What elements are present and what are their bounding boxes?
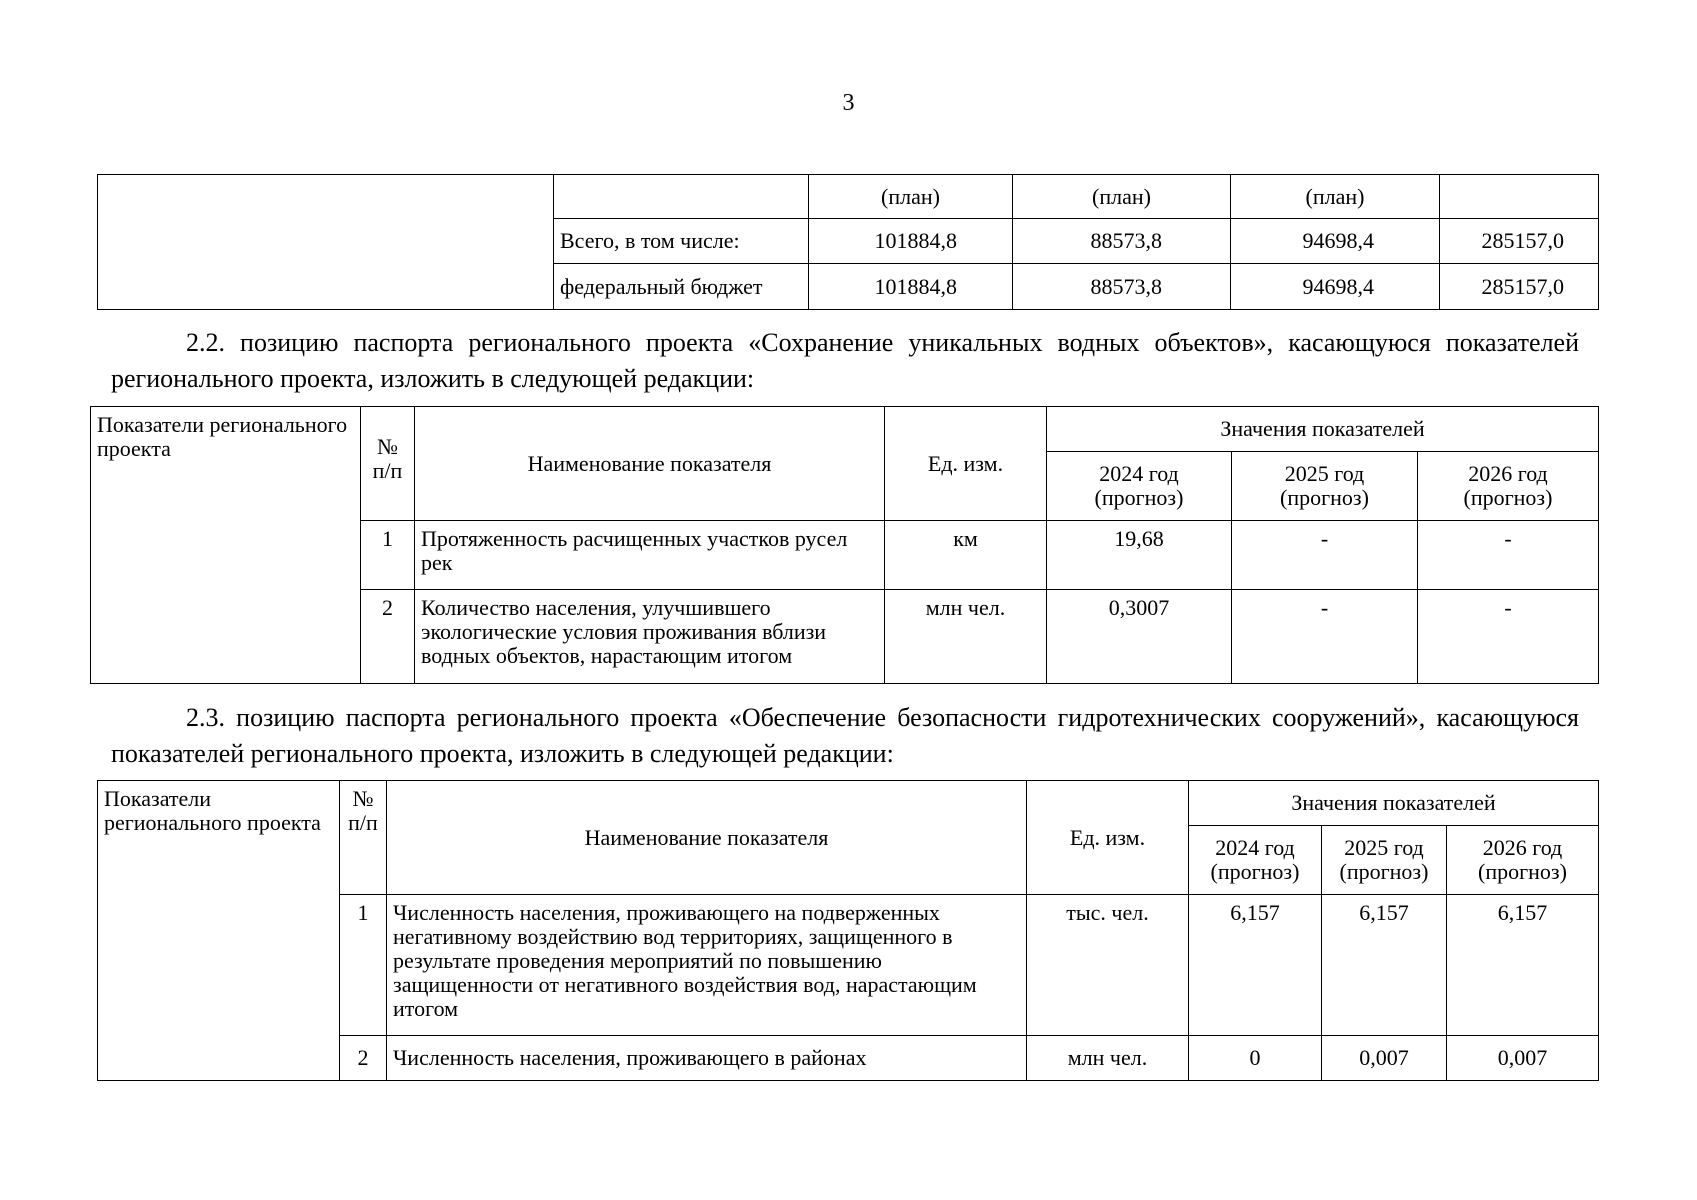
year-header: 2024 год (прогноз) bbox=[1189, 826, 1322, 895]
col-header-project: Показатели регионального проекта bbox=[98, 781, 340, 1081]
indicator-name: Протяженность расчищенных участков русел рек bbox=[415, 521, 885, 590]
year-header: 2026 год (прогноз) bbox=[1447, 826, 1599, 895]
col-header-name: Наименование показателя bbox=[387, 781, 1027, 895]
plan-label: (план) bbox=[809, 175, 1013, 219]
cell-value: 0,3007 bbox=[1047, 590, 1232, 684]
indicators-table-2-3 bbox=[97, 780, 1599, 1081]
cell-value: 19,68 bbox=[1047, 521, 1232, 590]
financing-empty-cell bbox=[98, 175, 554, 310]
table-header-row bbox=[91, 407, 1599, 452]
indicator-unit: млн чел. bbox=[885, 590, 1047, 684]
page-number: 3 bbox=[842, 90, 855, 116]
cell-value: 101884,8 bbox=[809, 264, 1013, 310]
year-header: 2026 год (прогноз) bbox=[1418, 452, 1599, 521]
indicator-unit: тыс. чел. bbox=[1027, 895, 1189, 1036]
table-row bbox=[98, 175, 1599, 219]
cell-value: 88573,8 bbox=[1013, 264, 1231, 310]
row-label: Всего, в том числе: bbox=[554, 219, 809, 264]
indicator-name: Численность населения, проживающего в районах bbox=[387, 1036, 1027, 1081]
row-num: 1 bbox=[340, 895, 387, 1036]
row-num: 2 bbox=[361, 590, 415, 684]
indicator-name: Численность населения, проживающего на подверженных негативному воздействию вод территориях, защищенного в результате проведения мероприятий по повышению защищенности от негативного воздействия вод, нарастающим итогом bbox=[387, 895, 1027, 1036]
cell-value: 94698,4 bbox=[1231, 264, 1440, 310]
section-2-2-paragraph: 2.2. позицию паспорта регионального проекта «Сохранение уникальных водных объектов», касающуюся показателей регионального проекта, изложить в следующей редакции: bbox=[111, 328, 1579, 393]
values-header: Значения показателей bbox=[1047, 407, 1599, 452]
indicator-name: Количество населения, улучшившего экологические условия проживания вблизи водных объектов, нарастающим итогом bbox=[415, 590, 885, 684]
year-header: 2025 год (прогноз) bbox=[1322, 826, 1447, 895]
indicators-table-2-2 bbox=[90, 406, 1599, 684]
cell-value: 6,157 bbox=[1322, 895, 1447, 1036]
financing-table bbox=[97, 174, 1599, 310]
cell-value: - bbox=[1418, 590, 1599, 684]
col-header-unit: Ед. изм. bbox=[885, 407, 1047, 521]
cell-value: 6,157 bbox=[1189, 895, 1322, 1036]
cell-value: - bbox=[1418, 521, 1599, 590]
indicator-unit: млн чел. bbox=[1027, 1036, 1189, 1081]
row-num: 2 bbox=[340, 1036, 387, 1081]
col-header-unit: Ед. изм. bbox=[1027, 781, 1189, 895]
row-num: 1 bbox=[361, 521, 415, 590]
row-label: федеральный бюджет bbox=[554, 264, 809, 310]
cell-value: 285157,0 bbox=[1440, 264, 1599, 310]
cell-value: 285157,0 bbox=[1440, 219, 1599, 264]
cell-value: - bbox=[1232, 521, 1418, 590]
indicator-unit: км bbox=[885, 521, 1047, 590]
cell-value: - bbox=[1232, 590, 1418, 684]
plan-label: (план) bbox=[1231, 175, 1440, 219]
plan-label: (план) bbox=[1013, 175, 1231, 219]
cell-value: 88573,8 bbox=[1013, 219, 1231, 264]
col-header-project: Показатели регионального проекта bbox=[91, 407, 361, 684]
cell-value: 94698,4 bbox=[1231, 219, 1440, 264]
section-2-3-paragraph: 2.3. позицию паспорта регионального проекта «Обеспечение безопасности гидротехнических сооружений», касающуюся показателей регионального проекта, изложить в следующей редакции: bbox=[111, 703, 1579, 768]
cell-value: 101884,8 bbox=[809, 219, 1013, 264]
values-header: Значения показателей bbox=[1189, 781, 1599, 826]
table-header-row bbox=[98, 781, 1599, 826]
cell-value: 0,007 bbox=[1322, 1036, 1447, 1081]
col-header-num: № п/п bbox=[340, 781, 387, 895]
col-header-num: № п/п bbox=[361, 407, 415, 521]
col-header-name: Наименование показателя bbox=[415, 407, 885, 521]
cell-value: 0 bbox=[1189, 1036, 1322, 1081]
cell-value: 0,007 bbox=[1447, 1036, 1599, 1081]
year-header: 2025 год (прогноз) bbox=[1232, 452, 1418, 521]
cell-value: 6,157 bbox=[1447, 895, 1599, 1036]
year-header: 2024 год (прогноз) bbox=[1047, 452, 1232, 521]
